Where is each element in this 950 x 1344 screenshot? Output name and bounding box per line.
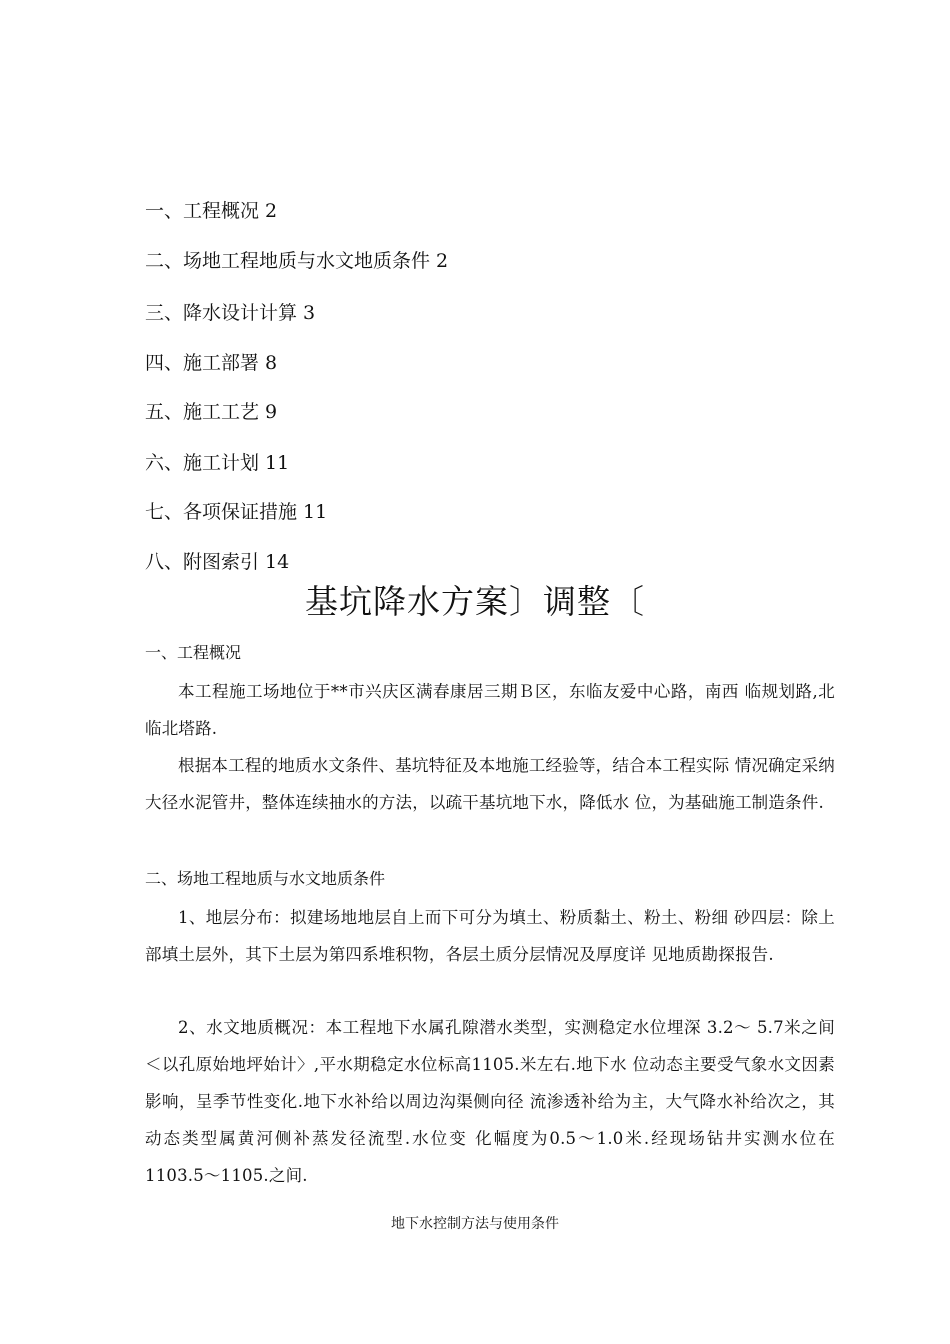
toc-item: 五、施工工艺 9 — [145, 401, 278, 423]
toc-item: 七、各项保证措施 11 — [145, 501, 328, 523]
toc-item: 四、施工部署 8 — [145, 352, 278, 374]
section-heading: 一、工程概况 — [145, 643, 242, 662]
toc-item: 一、工程概况 2 — [145, 200, 278, 222]
paragraph: 本工程施工场地位于**市兴庆区满春康居三期Ｂ区，东临友爱中心路，南西 临规划路,北临北塔路. — [145, 682, 835, 738]
document-title: 基坑降水方案〕调整〔 — [305, 582, 645, 621]
toc-item: 二、场地工程地质与水文地质条件 2 — [145, 250, 449, 272]
paragraph: 1、地层分布：拟建场地地层自上而下可分为填土、粉质黏土、粉土、粉细 砂四层：除上部填土层外，其下土层为第四系堆积物，各层土质分层情况及厚度详 见地质勘探报告. — [145, 908, 835, 964]
paragraph: 根据本工程的地质水文条件、基坑特征及本地施工经验等，结合本工程实际 情况确定采纳大径水泥管井，整体连续抽水的方法，以疏干基坑地下水，降低水 位，为基础施工制造条件. — [145, 756, 835, 812]
toc-item: 三、降水设计计算 3 — [145, 302, 316, 324]
section-heading: 二、场地工程地质与水文地质条件 — [145, 869, 386, 888]
table-caption: 地下水控制方法与使用条件 — [391, 1216, 559, 1232]
toc-item: 六、施工计划 11 — [145, 452, 290, 474]
paragraph: 2、水文地质概况：本工程地下水属孔隙潜水类型，实测稳定水位埋深 3.2〜 5.7米之间＜以孔原始地坪始计〉,平水期稳定水位标高1105.米左右.地下水 位动态主要受气象水文因素影响，呈季节性变化.地下水补给以周边沟渠侧向径 流渗透补给为主，大气降水补给次之，其动态类型属黄河侧补蒸发径流型.水位变 化幅度为0.5〜1.0米.经现场钻井实测水位在1103.5〜1105.之间. — [145, 1018, 835, 1185]
toc-item: 八、附图索引 14 — [145, 551, 290, 573]
